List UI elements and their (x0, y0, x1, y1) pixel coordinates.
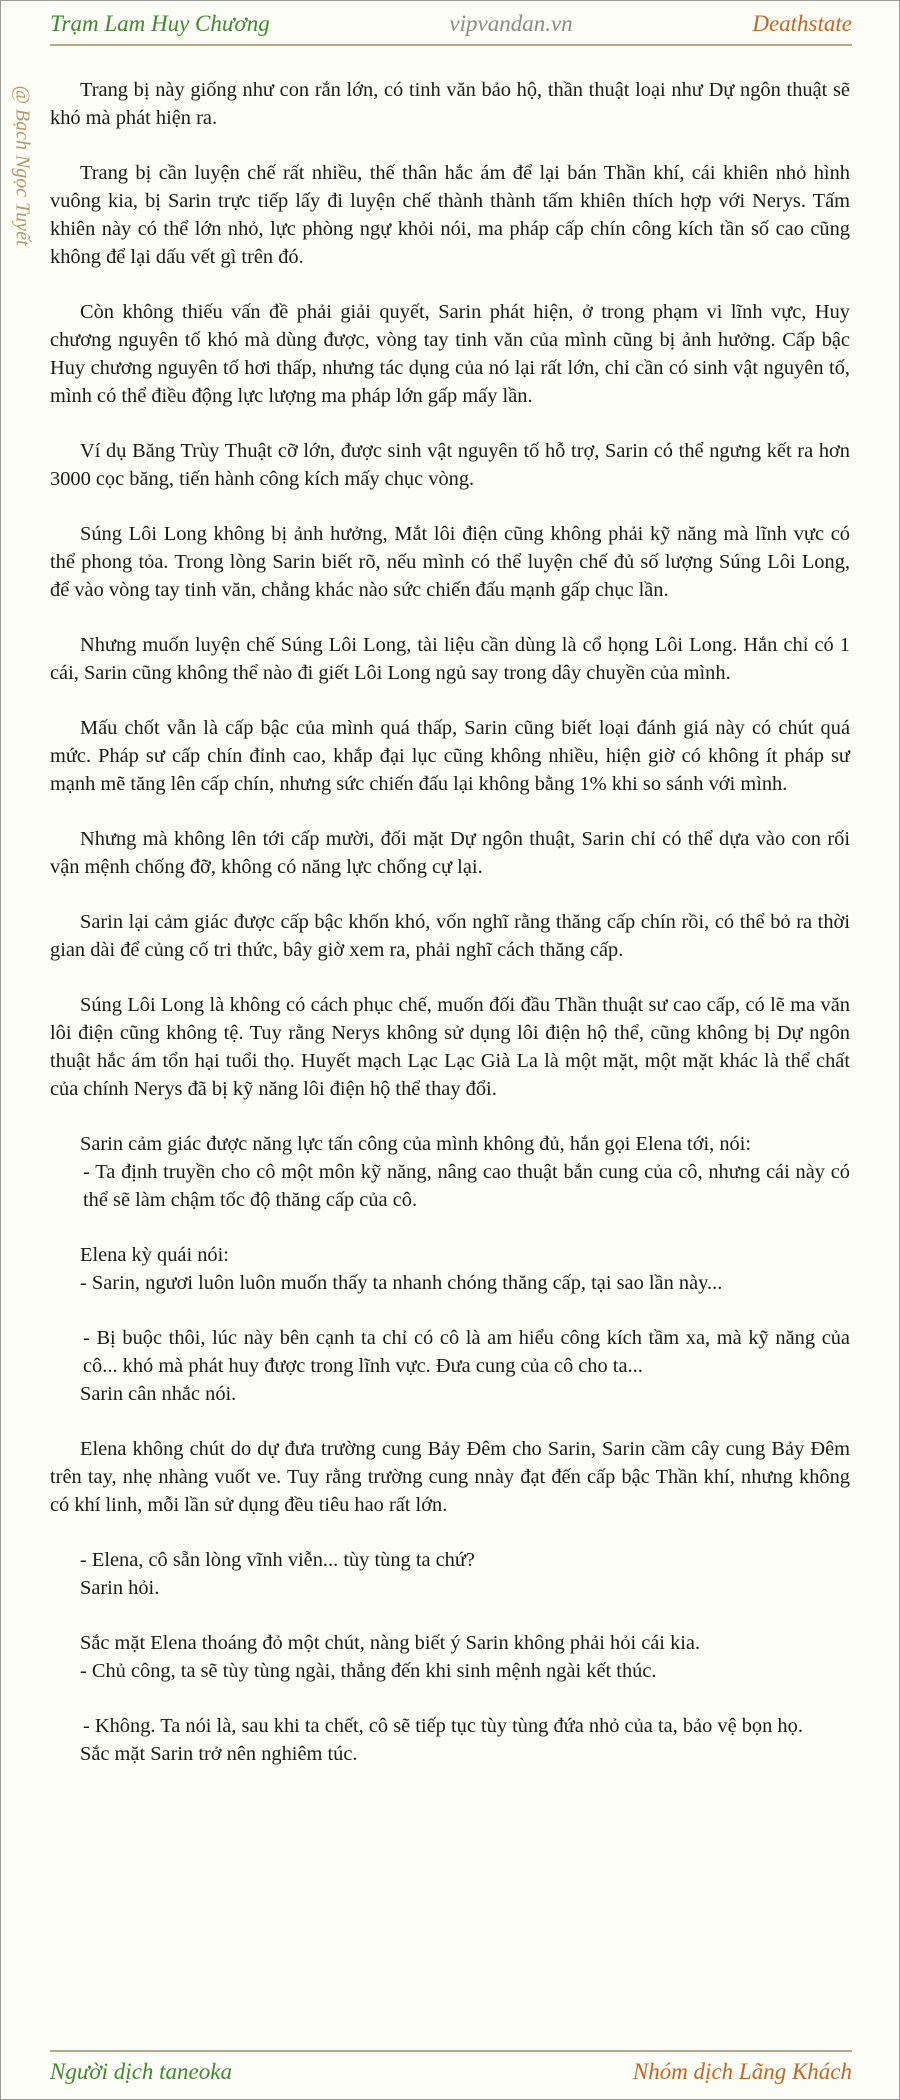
paragraph: Còn không thiếu vấn đề phải giải quyết, Sarin phát hiện, ở trong phạm vi lĩnh vực, Huy chương nguyên tố khó mà dùng được, vòng tay tinh văn của mình cũng bị ảnh hưởng. Cấp bậc Huy chương nguyên tố hơi thấp, nhưng tác dụng của nó lại rất lớn, chỉ cần có sinh vật nguyên tố, mình có thể điều động lực lượng ma pháp lớn gấp mấy lần. (50, 301, 850, 407)
paragraph: Ví dụ Băng Trùy Thuật cỡ lớn, được sinh vật nguyên tố hỗ trợ, Sarin có thể ngưng kết ra hơn 3000 cọc băng, tiến hành công kích mấy chục vòng. (50, 440, 850, 490)
header-site[interactable]: vipvandan.vn (449, 11, 573, 36)
dialogue-line: - Không. Ta nói là, sau khi ta chết, cô sẽ tiếp tục tùy tùng đứa nhỏ của ta, bảo vệ bọn họ. (83, 1715, 803, 1737)
paragraph: Trang bị này giống như con rắn lớn, có tinh văn bảo hộ, thần thuật loại như Dự ngôn thuật sẽ khó mà phát hiện ra. (50, 79, 850, 129)
paragraph: Súng Lôi Long là không có cách phục chế, muốn đối đầu Thần thuật sư cao cấp, có lẽ ma văn lôi điện cũng không tệ. Tuy rằng Nerys không sử dụng lôi điện hộ thể, cũng không bị Dự ngôn thuật hắc ám tổn hại tuổi thọ. Huyết mạch Lạc Lạc Già La là một mặt, một mặt khác là thể chất của chính Nerys đã bị kỹ năng lôi điện hộ thể thay đổi. (50, 994, 850, 1100)
paragraph: Mấu chốt vẫn là cấp bậc của mình quá thấp, Sarin cũng biết loại đánh giá này có chút quá mức. Pháp sư cấp chín đỉnh cao, khắp đại lục cũng không nhiều, hiện giờ có không ít pháp sư mạnh mẽ tăng lên cấp chín, nhưng sức chiến đấu lại không bằng 1% khi so sánh với mình. (50, 717, 850, 795)
narration-line: Sarin hỏi. (80, 1577, 160, 1599)
watermark-text: @ Bạch Ngọc Tuyết (11, 84, 34, 246)
sidebar-watermark (2, 55, 42, 275)
dialogue-block (50, 1241, 850, 1297)
dialogue-line: - Ta định truyền cho cô một môn kỹ năng, nâng cao thuật bắn cung của cô, nhưng cái này có thể sẽ làm chậm tốc độ thăng cấp của cô. (83, 1161, 850, 1211)
paragraph: Sarin lại cảm giác được cấp bậc khốn khó, vốn nghĩ rằng thăng cấp chín rồi, có thể bỏ ra thời gian dài để củng cố tri thức, bây giờ xem ra, phải nghĩ cách thăng cấp. (50, 911, 850, 961)
dialogue-block (50, 1324, 850, 1408)
page-footer (50, 2055, 852, 2089)
dialogue-block (50, 1629, 850, 1685)
paragraph: Nhưng mà không lên tới cấp mười, đối mặt Dự ngôn thuật, Sarin chỉ có thể dựa vào con rối vận mệnh chống đỡ, không có năng lực chống cự lại. (50, 828, 850, 878)
narration-line: Sarin cảm giác được năng lực tấn công của mình không đủ, hắn gọi Elena tới, nói: (80, 1133, 752, 1155)
footer-group: Nhóm dịch Lãng Khách (632, 2059, 852, 2084)
narration-line: Sarin cân nhắc nói. (80, 1383, 237, 1405)
header-title: Trạm Lam Huy Chương (50, 11, 270, 36)
footer-translator: Người dịch taneoka (50, 2059, 232, 2084)
dialogue-line: - Elena, cô sẵn lòng vĩnh viễn... tùy tùng ta chứ? (80, 1549, 475, 1571)
page-header (50, 8, 852, 40)
chapter-body (50, 76, 850, 1795)
dialogue-line: - Sarin, ngươi luôn luôn muốn thấy ta nhanh chóng thăng cấp, tại sao lần này... (80, 1272, 723, 1294)
paragraph: Elena không chút do dự đưa trường cung Bảy Đêm cho Sarin, Sarin cầm cây cung Bảy Đêm trên tay, nhẹ nhàng vuốt ve. Tuy rằng trường cung nnày đạt đến cấp bậc Thần khí, nhưng không có khí linh, mỗi lần sử dụng đều tiêu hao rất lớn. (50, 1438, 850, 1516)
narration-line: Sắc mặt Elena thoáng đỏ một chút, nàng biết ý Sarin không phải hỏi cái kia. (80, 1632, 701, 1654)
narration-line: Elena kỳ quái nói: (80, 1244, 229, 1266)
dialogue-block (50, 1546, 850, 1602)
header-divider (50, 44, 852, 46)
paragraph: Trang bị cần luyện chế rất nhiều, thế thân hắc ám để lại bán Thần khí, cái khiên nhỏ hình vuông kia, bị Sarin trực tiếp lấy đi luyện chế thành thành tấm khiên thích hợp với Nerys. Tấm khiên này có thể lớn nhỏ, lực phòng ngự khỏi nói, ma pháp cấp chín công kích tần số cao cũng không để lại dấu vết gì trên đó. (50, 162, 850, 268)
footer-divider (50, 2050, 852, 2052)
dialogue-line: - Bị buộc thôi, lúc này bên cạnh ta chỉ có cô là am hiểu công kích tầm xa, mà kỹ năng của cô... khó mà phát huy được trong lĩnh vực. Đưa cung của cô cho ta... (83, 1327, 850, 1377)
paragraph: Súng Lôi Long không bị ảnh hưởng, Mắt lôi điện cũng không phải kỹ năng mà lĩnh vực có thể phong tỏa. Trong lòng Sarin biết rõ, nếu mình có thể luyện chế đủ số lượng Súng Lôi Long, để vào vòng tay tinh văn, chẳng khác nào sức chiến đấu mạnh gấp chục lần. (50, 523, 850, 601)
dialogue-block (50, 1712, 850, 1768)
header-author: Deathstate (752, 11, 852, 36)
dialogue-block (50, 1130, 850, 1214)
dialogue-line: - Chủ công, ta sẽ tùy tùng ngài, thẳng đến khi sinh mệnh ngài kết thúc. (80, 1660, 657, 1682)
paragraph: Nhưng muốn luyện chế Súng Lôi Long, tài liệu cần dùng là cổ họng Lôi Long. Hắn chỉ có 1 cái, Sarin cũng không thể nào đi giết Lôi Long ngủ say trong dây chuyền của mình. (50, 634, 850, 684)
narration-line: Sắc mặt Sarin trở nên nghiêm túc. (80, 1743, 358, 1765)
